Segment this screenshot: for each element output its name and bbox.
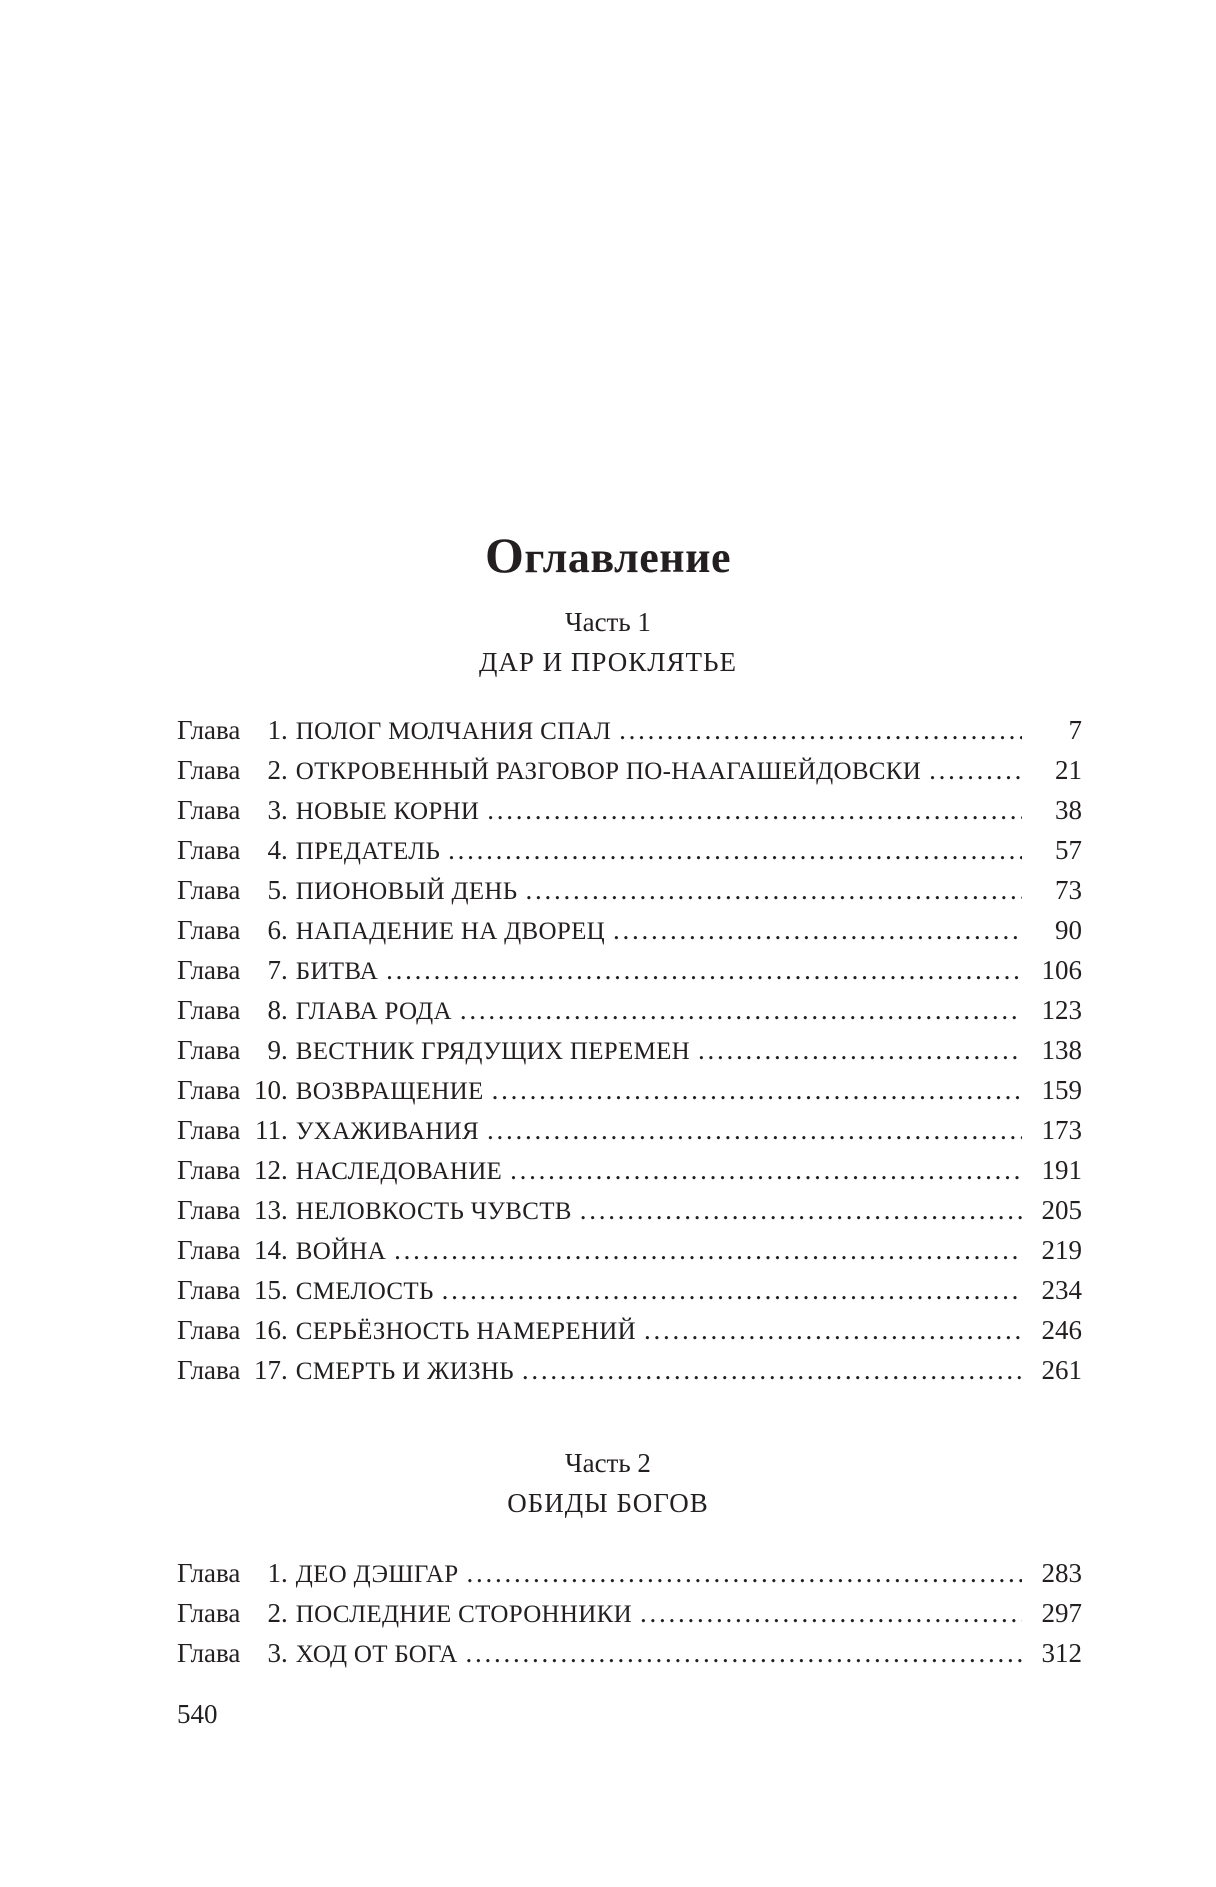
chapter-number: 12	[254, 1155, 281, 1185]
chapter-number-dot: .	[281, 755, 288, 785]
chapter-number: 1	[267, 1558, 281, 1588]
chapter-title: ВОЗВРАЩЕНИЕ	[295, 1078, 484, 1105]
toc-entry[interactable]	[177, 1633, 1082, 1673]
chapter-page-number: 106	[1041, 955, 1082, 985]
chapter-word: Глава	[177, 1275, 241, 1305]
chapter-word: Глава	[177, 1355, 241, 1385]
title-rest: главление	[524, 533, 731, 583]
chapter-number-dot: .	[281, 1195, 288, 1225]
chapter-word: Глава	[177, 1558, 241, 1588]
chapter-title: СМЕРТЬ И ЖИЗНЬ	[295, 1358, 514, 1385]
chapter-title: СЕРЬЁЗНОСТЬ НАМЕРЕНИЙ	[295, 1318, 636, 1345]
toc-entry[interactable]	[177, 1190, 1082, 1230]
dot-leader	[640, 1593, 1022, 1633]
chapter-number: 16	[254, 1315, 281, 1345]
chapter-number: 4	[267, 835, 281, 865]
chapter-number: 13	[254, 1195, 281, 1225]
chapter-number-dot: .	[281, 835, 288, 865]
toc-part-1	[177, 710, 1082, 1390]
chapter-page-number: 297	[1041, 1598, 1082, 1628]
toc-entry[interactable]	[177, 1150, 1082, 1190]
page-title	[0, 527, 1216, 586]
chapter-word: Глава	[177, 1638, 241, 1668]
chapter-number-dot: .	[281, 795, 288, 825]
chapter-word: Глава	[177, 955, 241, 985]
chapter-title: ПОЛОГ МОЛЧАНИЯ СПАЛ	[295, 718, 612, 745]
dot-leader	[492, 1070, 1022, 1110]
toc-entry[interactable]	[177, 1070, 1082, 1110]
chapter-title: ВОЙНА	[295, 1238, 387, 1265]
chapter-page-number: 261	[1041, 1355, 1082, 1385]
chapter-number-dot: .	[281, 1558, 288, 1588]
dot-leader	[487, 790, 1022, 830]
part-2-name: ОБИДЫ БОГОВ	[507, 1488, 709, 1518]
chapter-word: Глава	[177, 1075, 241, 1105]
chapter-title: ХОД ОТ БОГА	[295, 1641, 458, 1668]
chapter-page-number: 219	[1041, 1235, 1082, 1265]
chapter-title: ПРЕДАТЕЛЬ	[295, 838, 441, 865]
chapter-number-dot: .	[281, 995, 288, 1025]
chapter-number-dot: .	[281, 1035, 288, 1065]
chapter-number-dot: .	[281, 955, 288, 985]
toc-part-2	[177, 1553, 1082, 1673]
toc-entry[interactable]	[177, 1553, 1082, 1593]
chapter-number-dot: .	[281, 1235, 288, 1265]
toc-entry[interactable]	[177, 870, 1082, 910]
dot-leader	[619, 710, 1022, 750]
chapter-title: УХАЖИВАНИЯ	[295, 1118, 479, 1145]
chapter-title: НАПАДЕНИЕ НА ДВОРЕЦ	[295, 918, 605, 945]
toc-entry[interactable]	[177, 950, 1082, 990]
chapter-number: 17	[254, 1355, 281, 1385]
part-2-label: Часть 2	[565, 1448, 651, 1478]
toc-entry[interactable]	[177, 1110, 1082, 1150]
chapter-page-number: 173	[1041, 1115, 1082, 1145]
toc-entry[interactable]	[177, 1030, 1082, 1070]
chapter-title: НОВЫЕ КОРНИ	[295, 798, 480, 825]
chapter-number: 10	[254, 1075, 281, 1105]
chapter-number-dot: .	[281, 1115, 288, 1145]
chapter-title: ОТКРОВЕННЫЙ РАЗГОВОР ПО-НААГАШЕЙДОВСКИ	[295, 758, 922, 785]
chapter-word: Глава	[177, 1315, 241, 1345]
chapter-title: НАСЛЕДОВАНИЕ	[295, 1158, 503, 1185]
chapter-number-dot: .	[281, 1638, 288, 1668]
chapter-number-dot: .	[281, 1355, 288, 1385]
dot-leader	[394, 1230, 1022, 1270]
chapter-number: 3	[267, 1638, 281, 1668]
dot-leader	[442, 1270, 1022, 1310]
chapter-number: 2	[267, 1598, 281, 1628]
toc-entry[interactable]	[177, 1593, 1082, 1633]
chapter-page-number: 21	[1055, 755, 1082, 785]
chapter-number-dot: .	[281, 1598, 288, 1628]
chapter-page-number: 38	[1055, 795, 1082, 825]
chapter-title: ДЕО ДЭШГАР	[295, 1561, 459, 1588]
title-initial: О	[485, 527, 525, 584]
chapter-word: Глава	[177, 835, 241, 865]
chapter-word: Глава	[177, 915, 241, 945]
toc-entry[interactable]	[177, 1350, 1082, 1390]
toc-entry[interactable]	[177, 1230, 1082, 1270]
chapter-word: Глава	[177, 1598, 241, 1628]
toc-entry[interactable]	[177, 750, 1082, 790]
chapter-title: НЕЛОВКОСТЬ ЧУВСТВ	[295, 1198, 572, 1225]
chapter-page-number: 138	[1041, 1035, 1082, 1065]
dot-leader	[525, 870, 1022, 910]
chapter-page-number: 234	[1041, 1275, 1082, 1305]
dot-leader	[386, 950, 1022, 990]
chapter-number-dot: .	[281, 1155, 288, 1185]
chapter-number-dot: .	[281, 1275, 288, 1305]
chapter-number: 15	[254, 1275, 281, 1305]
page-number: 540	[177, 1699, 218, 1729]
dot-leader	[466, 1633, 1022, 1673]
chapter-word: Глава	[177, 1115, 241, 1145]
chapter-word: Глава	[177, 795, 241, 825]
dot-leader	[487, 1110, 1022, 1150]
dot-leader	[698, 1030, 1022, 1070]
chapter-number-dot: .	[281, 1315, 288, 1345]
chapter-number-dot: .	[281, 875, 288, 905]
chapter-number: 9	[267, 1035, 281, 1065]
chapter-word: Глава	[177, 1235, 241, 1265]
toc-entry[interactable]	[177, 910, 1082, 950]
toc-entry[interactable]	[177, 790, 1082, 830]
chapter-page-number: 159	[1041, 1075, 1082, 1105]
toc-entry[interactable]	[177, 710, 1082, 750]
toc-entry[interactable]	[177, 990, 1082, 1030]
chapter-word: Глава	[177, 1155, 241, 1185]
chapter-word: Глава	[177, 1195, 241, 1225]
dot-leader	[510, 1150, 1022, 1190]
part-1-name: ДАР И ПРОКЛЯТЬЕ	[478, 647, 738, 677]
chapter-title: ГЛАВА РОДА	[295, 998, 452, 1025]
chapter-number-dot: .	[281, 715, 288, 745]
chapter-title: ПОСЛЕДНИЕ СТОРОННИКИ	[295, 1601, 632, 1628]
dot-leader	[613, 910, 1022, 950]
chapter-number: 8	[267, 995, 281, 1025]
chapter-page-number: 191	[1041, 1155, 1082, 1185]
chapter-number: 2	[267, 755, 281, 785]
chapter-number: 5	[267, 875, 281, 905]
dot-leader	[580, 1190, 1022, 1230]
chapter-number: 3	[267, 795, 281, 825]
chapter-page-number: 73	[1055, 875, 1082, 905]
chapter-page-number: 246	[1041, 1315, 1082, 1345]
chapter-word: Глава	[177, 875, 241, 905]
dot-leader	[522, 1350, 1022, 1390]
chapter-word: Глава	[177, 1035, 241, 1065]
chapter-number: 14	[254, 1235, 281, 1265]
chapter-title: БИТВА	[295, 958, 379, 985]
chapter-word: Глава	[177, 755, 241, 785]
chapter-word: Глава	[177, 995, 241, 1025]
chapter-page-number: 205	[1041, 1195, 1082, 1225]
dot-leader	[448, 830, 1022, 870]
dot-leader	[929, 750, 1022, 790]
chapter-title: ПИОНОВЫЙ ДЕНЬ	[295, 878, 518, 905]
dot-leader	[466, 1553, 1022, 1593]
chapter-word: Глава	[177, 715, 241, 745]
part-1-label: Часть 1	[565, 607, 651, 637]
chapter-number: 6	[267, 915, 281, 945]
chapter-number: 11	[255, 1115, 281, 1145]
chapter-number-dot: .	[281, 1075, 288, 1105]
chapter-page-number: 283	[1041, 1558, 1082, 1588]
chapter-page-number: 90	[1055, 915, 1082, 945]
chapter-number: 1	[267, 715, 281, 745]
chapter-title: СМЕЛОСТЬ	[295, 1278, 434, 1305]
chapter-title: ВЕСТНИК ГРЯДУЩИХ ПЕРЕМЕН	[295, 1038, 691, 1065]
chapter-page-number: 123	[1041, 995, 1082, 1025]
dot-leader	[644, 1310, 1022, 1350]
dot-leader	[460, 990, 1022, 1030]
toc-entry[interactable]	[177, 1310, 1082, 1350]
chapter-page-number: 7	[1068, 715, 1082, 745]
chapter-page-number: 57	[1055, 835, 1082, 865]
toc-entry[interactable]	[177, 830, 1082, 870]
toc-entry[interactable]	[177, 1270, 1082, 1310]
chapter-number: 7	[267, 955, 281, 985]
chapter-page-number: 312	[1041, 1638, 1082, 1668]
chapter-number-dot: .	[281, 915, 288, 945]
